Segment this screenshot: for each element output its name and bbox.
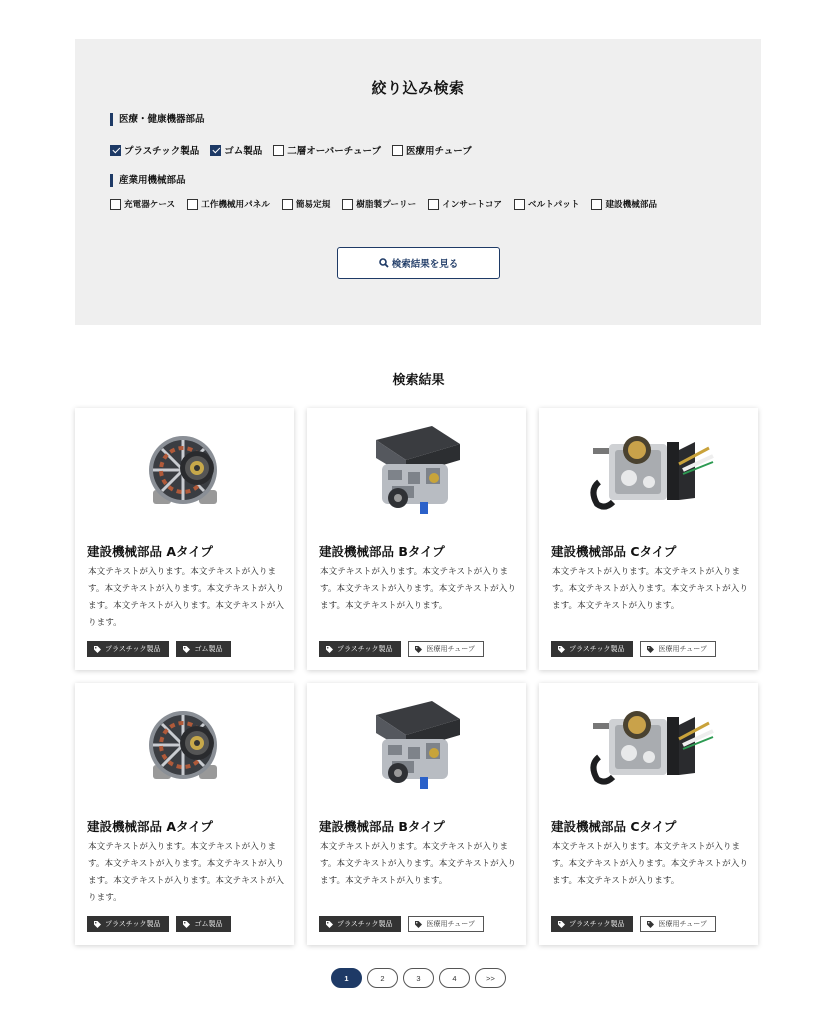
alternator-image <box>75 689 294 801</box>
checkbox-construction-parts[interactable]: 建設機械部品 <box>591 198 657 210</box>
results-title: 検索結果 <box>392 373 445 388</box>
carburetor-image <box>539 689 758 801</box>
product-card[interactable] <box>539 408 758 670</box>
card-title[interactable]: 建設機械部品 Cタイプ <box>551 819 677 834</box>
checkbox-empty-icon[interactable] <box>514 199 525 210</box>
category-tag[interactable] <box>176 641 231 657</box>
checkbox-plastic-products[interactable]: プラスチック製品 <box>110 143 199 157</box>
category-tag-label: プラスチック製品 <box>337 645 393 653</box>
checkbox-row-medical <box>110 143 483 157</box>
checkbox-rubber-products[interactable]: ゴム製品 <box>210 143 262 157</box>
checkbox-empty-icon[interactable] <box>591 199 602 210</box>
category-tag-label: 医療用チューブ <box>426 645 475 653</box>
checkbox-empty-icon[interactable] <box>273 145 284 156</box>
carburetor-image <box>539 414 758 526</box>
card-tags <box>551 916 723 932</box>
card-title[interactable]: 建設機械部品 Cタイプ <box>551 544 677 559</box>
tag-icon <box>183 646 190 653</box>
category-tag-label: ゴム製品 <box>194 920 223 928</box>
card-body: 本文テキストが入ります。本文テキストが入ります。本文テキストが入ります。本文テキストが入ります。本文テキストが入ります。 <box>320 842 516 886</box>
tag-icon <box>647 921 654 928</box>
checkbox-resin-pulley[interactable]: 樹脂製プーリー <box>342 198 416 210</box>
search-icon <box>379 258 389 268</box>
pagination-page-4[interactable]: 4 <box>439 968 470 988</box>
filter-title: 絞り込み検索 <box>371 79 465 97</box>
card-title[interactable]: 建設機械部品 Aタイプ <box>87 544 213 559</box>
product-card[interactable] <box>307 408 526 670</box>
card-tags <box>87 641 238 657</box>
checkbox-empty-icon[interactable] <box>282 199 293 210</box>
tag-icon <box>326 921 333 928</box>
category-tag[interactable] <box>319 641 401 657</box>
engine-image <box>307 414 526 526</box>
pagination-page-3[interactable]: 3 <box>403 968 434 988</box>
product-card[interactable] <box>307 683 526 945</box>
pagination-page-1[interactable]: 1 <box>331 968 362 988</box>
category-tag-label: 医療用チューブ <box>658 920 707 928</box>
checkbox-checked-icon[interactable] <box>210 145 221 156</box>
category-tag-label: ゴム製品 <box>194 645 223 653</box>
pagination-page-2[interactable]: 2 <box>367 968 398 988</box>
card-tags <box>319 641 491 657</box>
card-tags <box>551 641 723 657</box>
group-heading-medical: 医療・健康機器部品 <box>110 113 205 126</box>
category-tag-label: プラスチック製品 <box>105 920 161 928</box>
category-tag-label: 医療用チューブ <box>658 645 707 653</box>
category-tag[interactable] <box>87 916 169 932</box>
checkbox-checked-icon[interactable] <box>110 145 121 156</box>
category-tag[interactable] <box>408 916 483 932</box>
checkbox-insert-core[interactable]: インサートコア <box>428 198 502 210</box>
tag-icon <box>415 921 422 928</box>
checkbox-medical-tube[interactable]: 医療用チューブ <box>392 143 472 157</box>
checkbox-charger-case[interactable]: 充電器ケース <box>110 198 175 210</box>
checkbox-simple-ruler[interactable]: 簡易定規 <box>282 198 330 210</box>
category-tag-label: 医療用チューブ <box>426 920 475 928</box>
card-body: 本文テキストが入ります。本文テキストが入ります。本文テキストが入ります。本文テキストが入ります。本文テキストが入ります。本文テキストが入ります。 <box>88 842 284 903</box>
category-tag[interactable] <box>551 641 633 657</box>
category-tag[interactable] <box>408 641 483 657</box>
category-tag-label: プラスチック製品 <box>105 645 161 653</box>
view-results-button[interactable]: 検索結果を見る <box>337 247 500 279</box>
checkbox-empty-icon[interactable] <box>187 199 198 210</box>
checkbox-machine-tool-panel[interactable]: 工作機械用パネル <box>187 198 270 210</box>
category-tag-label: プラスチック製品 <box>569 645 625 653</box>
card-body: 本文テキストが入ります。本文テキストが入ります。本文テキストが入ります。本文テキストが入ります。本文テキストが入ります。 <box>552 842 748 886</box>
checkbox-belt-pad[interactable]: ベルトパット <box>514 198 579 210</box>
card-title[interactable]: 建設機械部品 Bタイプ <box>319 544 445 559</box>
category-tag[interactable] <box>551 916 633 932</box>
tag-icon <box>415 646 422 653</box>
checkbox-empty-icon[interactable] <box>342 199 353 210</box>
product-card[interactable] <box>539 683 758 945</box>
category-tag[interactable] <box>176 916 231 932</box>
category-tag-label: プラスチック製品 <box>337 920 393 928</box>
checkbox-empty-icon[interactable] <box>110 199 121 210</box>
card-tags <box>319 916 491 932</box>
tag-icon <box>558 646 565 653</box>
product-card[interactable] <box>75 408 294 670</box>
category-tag[interactable] <box>640 641 715 657</box>
pagination-next-button[interactable]: >> <box>475 968 506 988</box>
tag-icon <box>647 646 654 653</box>
category-tag[interactable] <box>319 916 401 932</box>
product-card[interactable] <box>75 683 294 945</box>
tag-icon <box>558 921 565 928</box>
alternator-image <box>75 414 294 526</box>
card-body: 本文テキストが入ります。本文テキストが入ります。本文テキストが入ります。本文テキストが入ります。本文テキストが入ります。本文テキストが入ります。 <box>88 567 284 628</box>
checkbox-row-industrial <box>110 198 669 210</box>
tag-icon <box>326 646 333 653</box>
card-title[interactable]: 建設機械部品 Aタイプ <box>87 819 213 834</box>
engine-image <box>307 689 526 801</box>
category-tag[interactable] <box>87 641 169 657</box>
pagination <box>331 968 511 988</box>
card-body: 本文テキストが入ります。本文テキストが入ります。本文テキストが入ります。本文テキストが入ります。本文テキストが入ります。 <box>320 567 516 611</box>
checkbox-empty-icon[interactable] <box>428 199 439 210</box>
tag-icon <box>94 921 101 928</box>
category-tag-label: プラスチック製品 <box>569 920 625 928</box>
card-title[interactable]: 建設機械部品 Bタイプ <box>319 819 445 834</box>
group-heading-industrial: 産業用機械部品 <box>110 174 186 187</box>
filter-panel <box>75 39 761 325</box>
card-tags <box>87 916 238 932</box>
checkbox-double-layer-tube[interactable]: 二層オーバーチューブ <box>273 143 381 157</box>
category-tag[interactable] <box>640 916 715 932</box>
card-body: 本文テキストが入ります。本文テキストが入ります。本文テキストが入ります。本文テキストが入ります。本文テキストが入ります。 <box>552 567 748 611</box>
checkbox-empty-icon[interactable] <box>392 145 403 156</box>
tag-icon <box>94 646 101 653</box>
tag-icon <box>183 921 190 928</box>
